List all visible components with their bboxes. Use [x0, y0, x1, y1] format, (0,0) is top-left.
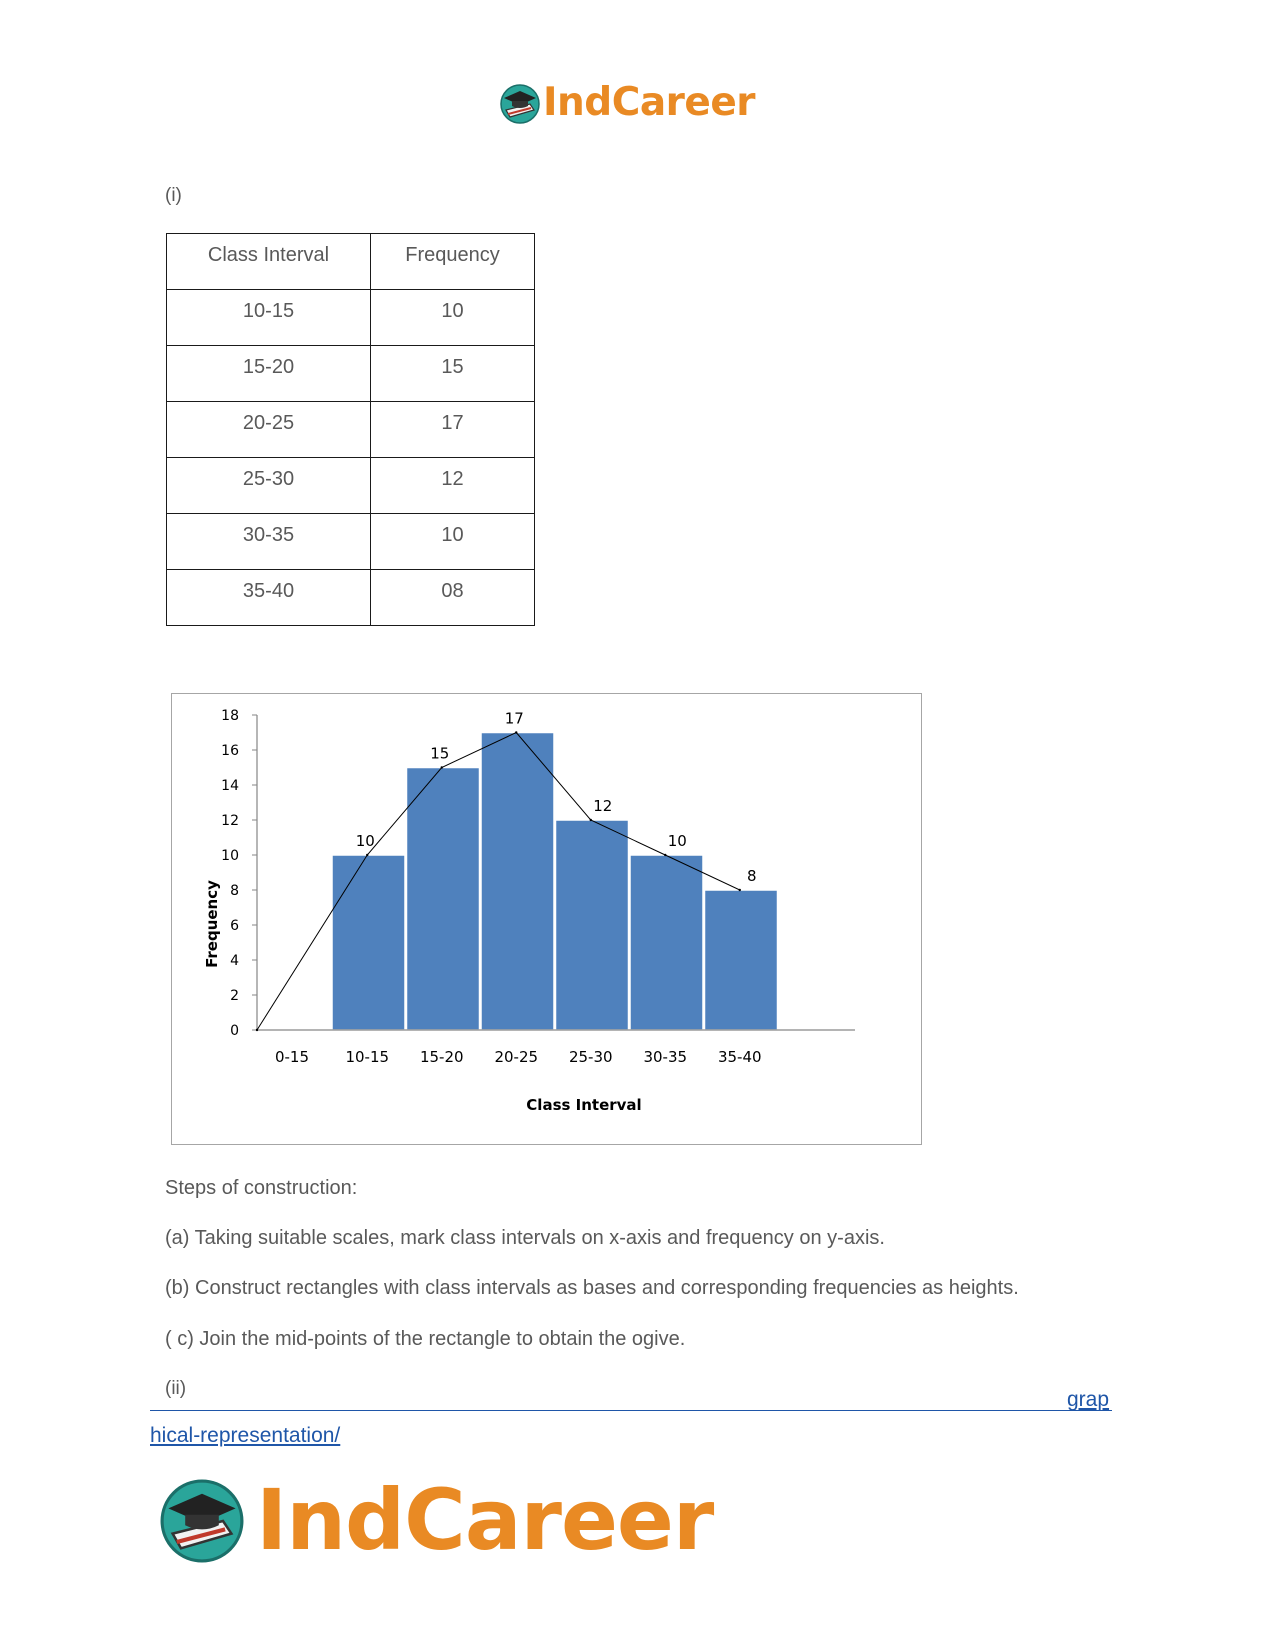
footer-link[interactable]: hical-representation/ [150, 1424, 341, 1447]
table-cell: 10-15 [167, 290, 371, 346]
indcareer-logo-footer[interactable] [160, 1470, 714, 1570]
ogive-point [664, 854, 666, 856]
data-label: 10 [355, 832, 375, 850]
histogram-bar [705, 890, 778, 1030]
section-label-i: (i) [165, 185, 182, 206]
table-header-cell: Class Interval [167, 234, 371, 290]
table-row [167, 290, 535, 346]
graduation-cap-globe-icon [500, 84, 540, 124]
histogram-bar [630, 855, 703, 1030]
table-row [167, 570, 535, 626]
y-tick-label: 14 [221, 778, 239, 794]
table-cell: 25-30 [167, 458, 371, 514]
y-tick-label: 4 [230, 953, 239, 969]
x-tick-label: 30-35 [643, 1048, 688, 1066]
histogram-bar [407, 768, 480, 1031]
ogive-point [366, 854, 368, 856]
histogram-bar [556, 820, 629, 1030]
table-cell: 10 [371, 514, 535, 570]
table-row [167, 458, 535, 514]
data-label: 17 [504, 709, 524, 728]
table-cell: 20-25 [167, 402, 371, 458]
table-cell: 15-20 [167, 346, 371, 402]
x-tick-label: 20-25 [494, 1048, 539, 1066]
table-header-row [167, 234, 535, 290]
y-tick-label: 12 [221, 813, 239, 829]
ogive-point [256, 1029, 258, 1031]
data-label: 10 [667, 832, 687, 850]
table-row [167, 402, 535, 458]
indcareer-logo-header[interactable] [500, 78, 790, 128]
step-a-text: (a) Taking suitable scales, mark class intervals on x-axis and frequency on y-axis. [165, 1227, 885, 1249]
footer-link-underline [150, 1410, 1112, 1411]
histogram-chart [172, 694, 920, 1143]
ogive-point [590, 819, 592, 821]
table-row [167, 346, 535, 402]
data-label: 15 [430, 744, 450, 763]
y-tick-label: 16 [221, 743, 239, 759]
x-axis-label: Class Interval [526, 1096, 642, 1114]
y-tick-label: 8 [230, 883, 239, 899]
y-tick-label: 0 [230, 1023, 239, 1039]
histogram-bar [481, 733, 554, 1031]
y-tick-label: 6 [230, 918, 239, 934]
table-cell: 12 [371, 458, 535, 514]
y-axis-label: Frequency [203, 880, 221, 968]
table-cell: 30-35 [167, 514, 371, 570]
x-tick-label: 35-40 [717, 1048, 762, 1066]
x-tick-label: 0-15 [274, 1048, 310, 1066]
steps-title: Steps of construction: [165, 1177, 358, 1199]
x-tick-label: 25-30 [568, 1048, 613, 1066]
histogram-chart-frame [171, 693, 922, 1145]
x-tick-label: 15-20 [419, 1048, 464, 1066]
histogram-bar [332, 855, 405, 1030]
y-tick-label: 10 [221, 848, 239, 864]
table-cell: 17 [371, 402, 535, 458]
logo-text: IndCareer [256, 1471, 714, 1569]
table-cell: 10 [371, 290, 535, 346]
ogive-point [739, 889, 741, 891]
table-cell: 08 [371, 570, 535, 626]
table-header-cell: Frequency [371, 234, 535, 290]
frequency-table [166, 233, 535, 626]
data-label: 12 [593, 797, 613, 815]
y-tick-label: 18 [221, 708, 239, 724]
ogive-point [441, 766, 443, 768]
table-row [167, 514, 535, 570]
data-label: 8 [746, 867, 757, 885]
section-label-ii: (ii) [165, 1378, 187, 1399]
logo-text: IndCareer [543, 80, 755, 125]
step-c-text: ( c) Join the mid-points of the rectangle to obtain the ogive. [165, 1328, 686, 1350]
step-b-text: (b) Construct rectangles with class intervals as bases and corresponding frequencies as heights. [165, 1277, 1019, 1299]
graduation-cap-globe-icon [160, 1479, 244, 1563]
ogive-point [515, 731, 517, 733]
table-cell: 35-40 [167, 570, 371, 626]
x-tick-label: 10-15 [345, 1048, 390, 1066]
footer-link-fragment[interactable]: grap [1067, 1388, 1110, 1411]
y-tick-label: 2 [230, 988, 239, 1004]
table-cell: 15 [371, 346, 535, 402]
